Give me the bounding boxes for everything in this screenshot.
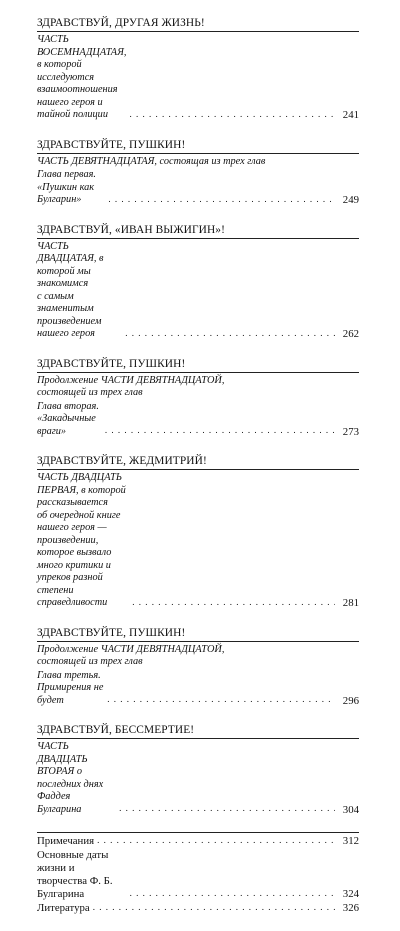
leader-dots <box>107 694 335 705</box>
section-heading: ЗДРАВСТВУЙ, ДРУГАЯ ЖИЗНЬ! <box>37 17 205 29</box>
divider <box>37 238 359 239</box>
entry-line: ЧАСТЬ ДВАДЦАТЬ ПЕРВАЯ, в которой рассказывается <box>37 472 126 508</box>
section-heading: ЗДРАВСТВУЙ, «ИВАН ВЫЖИГИН»! <box>37 223 225 236</box>
page-number: 273 <box>342 425 359 438</box>
divider <box>37 641 359 642</box>
toc-section <box>37 626 359 708</box>
toc-entry[interactable] <box>37 169 359 207</box>
leader-dots <box>129 109 335 120</box>
toc-section <box>37 138 359 207</box>
entry-line: взаимоотношения нашего героя и тайной полиции <box>37 84 118 120</box>
entry-line: степени справедливости <box>37 584 108 608</box>
entry-title: Основные даты жизни и творчества Ф. Б. Булгарина <box>37 849 113 900</box>
entry-title <box>37 34 126 122</box>
page-number: 241 <box>342 109 359 121</box>
divider <box>37 153 359 154</box>
entry-title <box>37 472 129 610</box>
toc-content <box>37 16 359 931</box>
leader-dots <box>132 597 335 608</box>
toc-section <box>37 357 359 439</box>
leader-dots <box>97 835 335 846</box>
page-number: 324 <box>342 888 359 900</box>
section-subtitle: состоящей из трех глав <box>37 656 143 667</box>
leader-dots <box>130 888 335 899</box>
divider <box>37 372 359 373</box>
entry-line: ЧАСТЬ ВОСЕМНАДЦАТАЯ, в которой исследуются <box>37 34 127 83</box>
toc-section <box>37 223 359 341</box>
section-heading: ЗДРАВСТВУЙТЕ, ЖЕДМИТРИЙ! <box>37 455 207 467</box>
entry-line: которое вызвало много критики и упреков разной <box>37 547 112 583</box>
entry-line: об очередной книге нашего героя — произведении, <box>37 509 121 546</box>
toc-entry[interactable] <box>37 241 359 341</box>
divider <box>37 31 359 32</box>
toc-entry[interactable] <box>37 34 359 122</box>
toc-entry[interactable] <box>37 741 359 816</box>
toc-section <box>37 723 359 816</box>
toc-section <box>37 454 359 610</box>
page-number: 249 <box>342 194 359 206</box>
section-heading: ЗДРАВСТВУЙТЕ, ПУШКИН! <box>37 357 186 370</box>
section-subtitle: Продолжение ЧАСТИ ДЕВЯТНАДЦАТОЙ, <box>37 643 225 655</box>
page-number: 262 <box>342 328 359 340</box>
entry-title <box>37 241 122 341</box>
entry-title: Глава вторая. «Закадычные враги» <box>37 400 99 437</box>
page-number: 312 <box>342 835 359 847</box>
toc-entry[interactable] <box>37 849 359 901</box>
entry-title: Примечания <box>37 835 95 847</box>
entry-line: ЧАСТЬ ДВАДЦАТАЯ, в которой мы знакомимся <box>37 240 104 289</box>
entry-title <box>37 741 116 816</box>
toc-appendix <box>37 832 359 915</box>
section-heading: ЗДРАВСТВУЙ, БЕССМЕРТИЕ! <box>37 724 195 736</box>
entry-line: Фаддея Булгарина <box>37 791 82 815</box>
toc-entry[interactable] <box>37 902 359 915</box>
entry-title: Глава первая. «Пушкин как Булгарин» <box>37 169 96 205</box>
divider <box>37 469 359 470</box>
page-number: 281 <box>342 597 359 609</box>
page-number: 296 <box>342 694 359 707</box>
page-number: 304 <box>342 803 359 816</box>
leader-dots <box>119 803 335 814</box>
section-heading: ЗДРАВСТВУЙТЕ, ПУШКИН! <box>37 626 186 639</box>
section-subtitle: Продолжение ЧАСТИ ДЕВЯТНАДЦАТОЙ, <box>37 374 225 386</box>
entry-line: с самым знаменитым произведением нашего героя <box>37 290 102 339</box>
page-number: 326 <box>342 902 359 914</box>
entry-line: ЧАСТЬ ДВАДЦАТЬ ВТОРАЯ о последних днях <box>37 741 104 790</box>
divider <box>37 832 359 833</box>
section-subtitle: ЧАСТЬ ДЕВЯТНАДЦАТАЯ, состоящая из трех глав <box>37 155 266 167</box>
divider <box>37 738 359 739</box>
toc-entry[interactable] <box>37 401 359 439</box>
toc-entry[interactable] <box>37 835 359 848</box>
leader-dots <box>125 328 335 339</box>
toc-section <box>37 16 359 122</box>
toc-entry[interactable] <box>37 670 359 708</box>
section-heading: ЗДРАВСТВУЙТЕ, ПУШКИН! <box>37 138 186 151</box>
toc-entry[interactable] <box>37 472 359 610</box>
entry-title: Литература <box>37 902 90 914</box>
section-subtitle: состоящей из трех глав <box>37 387 143 398</box>
entry-title: Глава третья. Примирения не будет <box>37 669 104 706</box>
leader-dots <box>105 425 335 436</box>
leader-dots <box>93 902 335 913</box>
leader-dots <box>108 194 335 205</box>
